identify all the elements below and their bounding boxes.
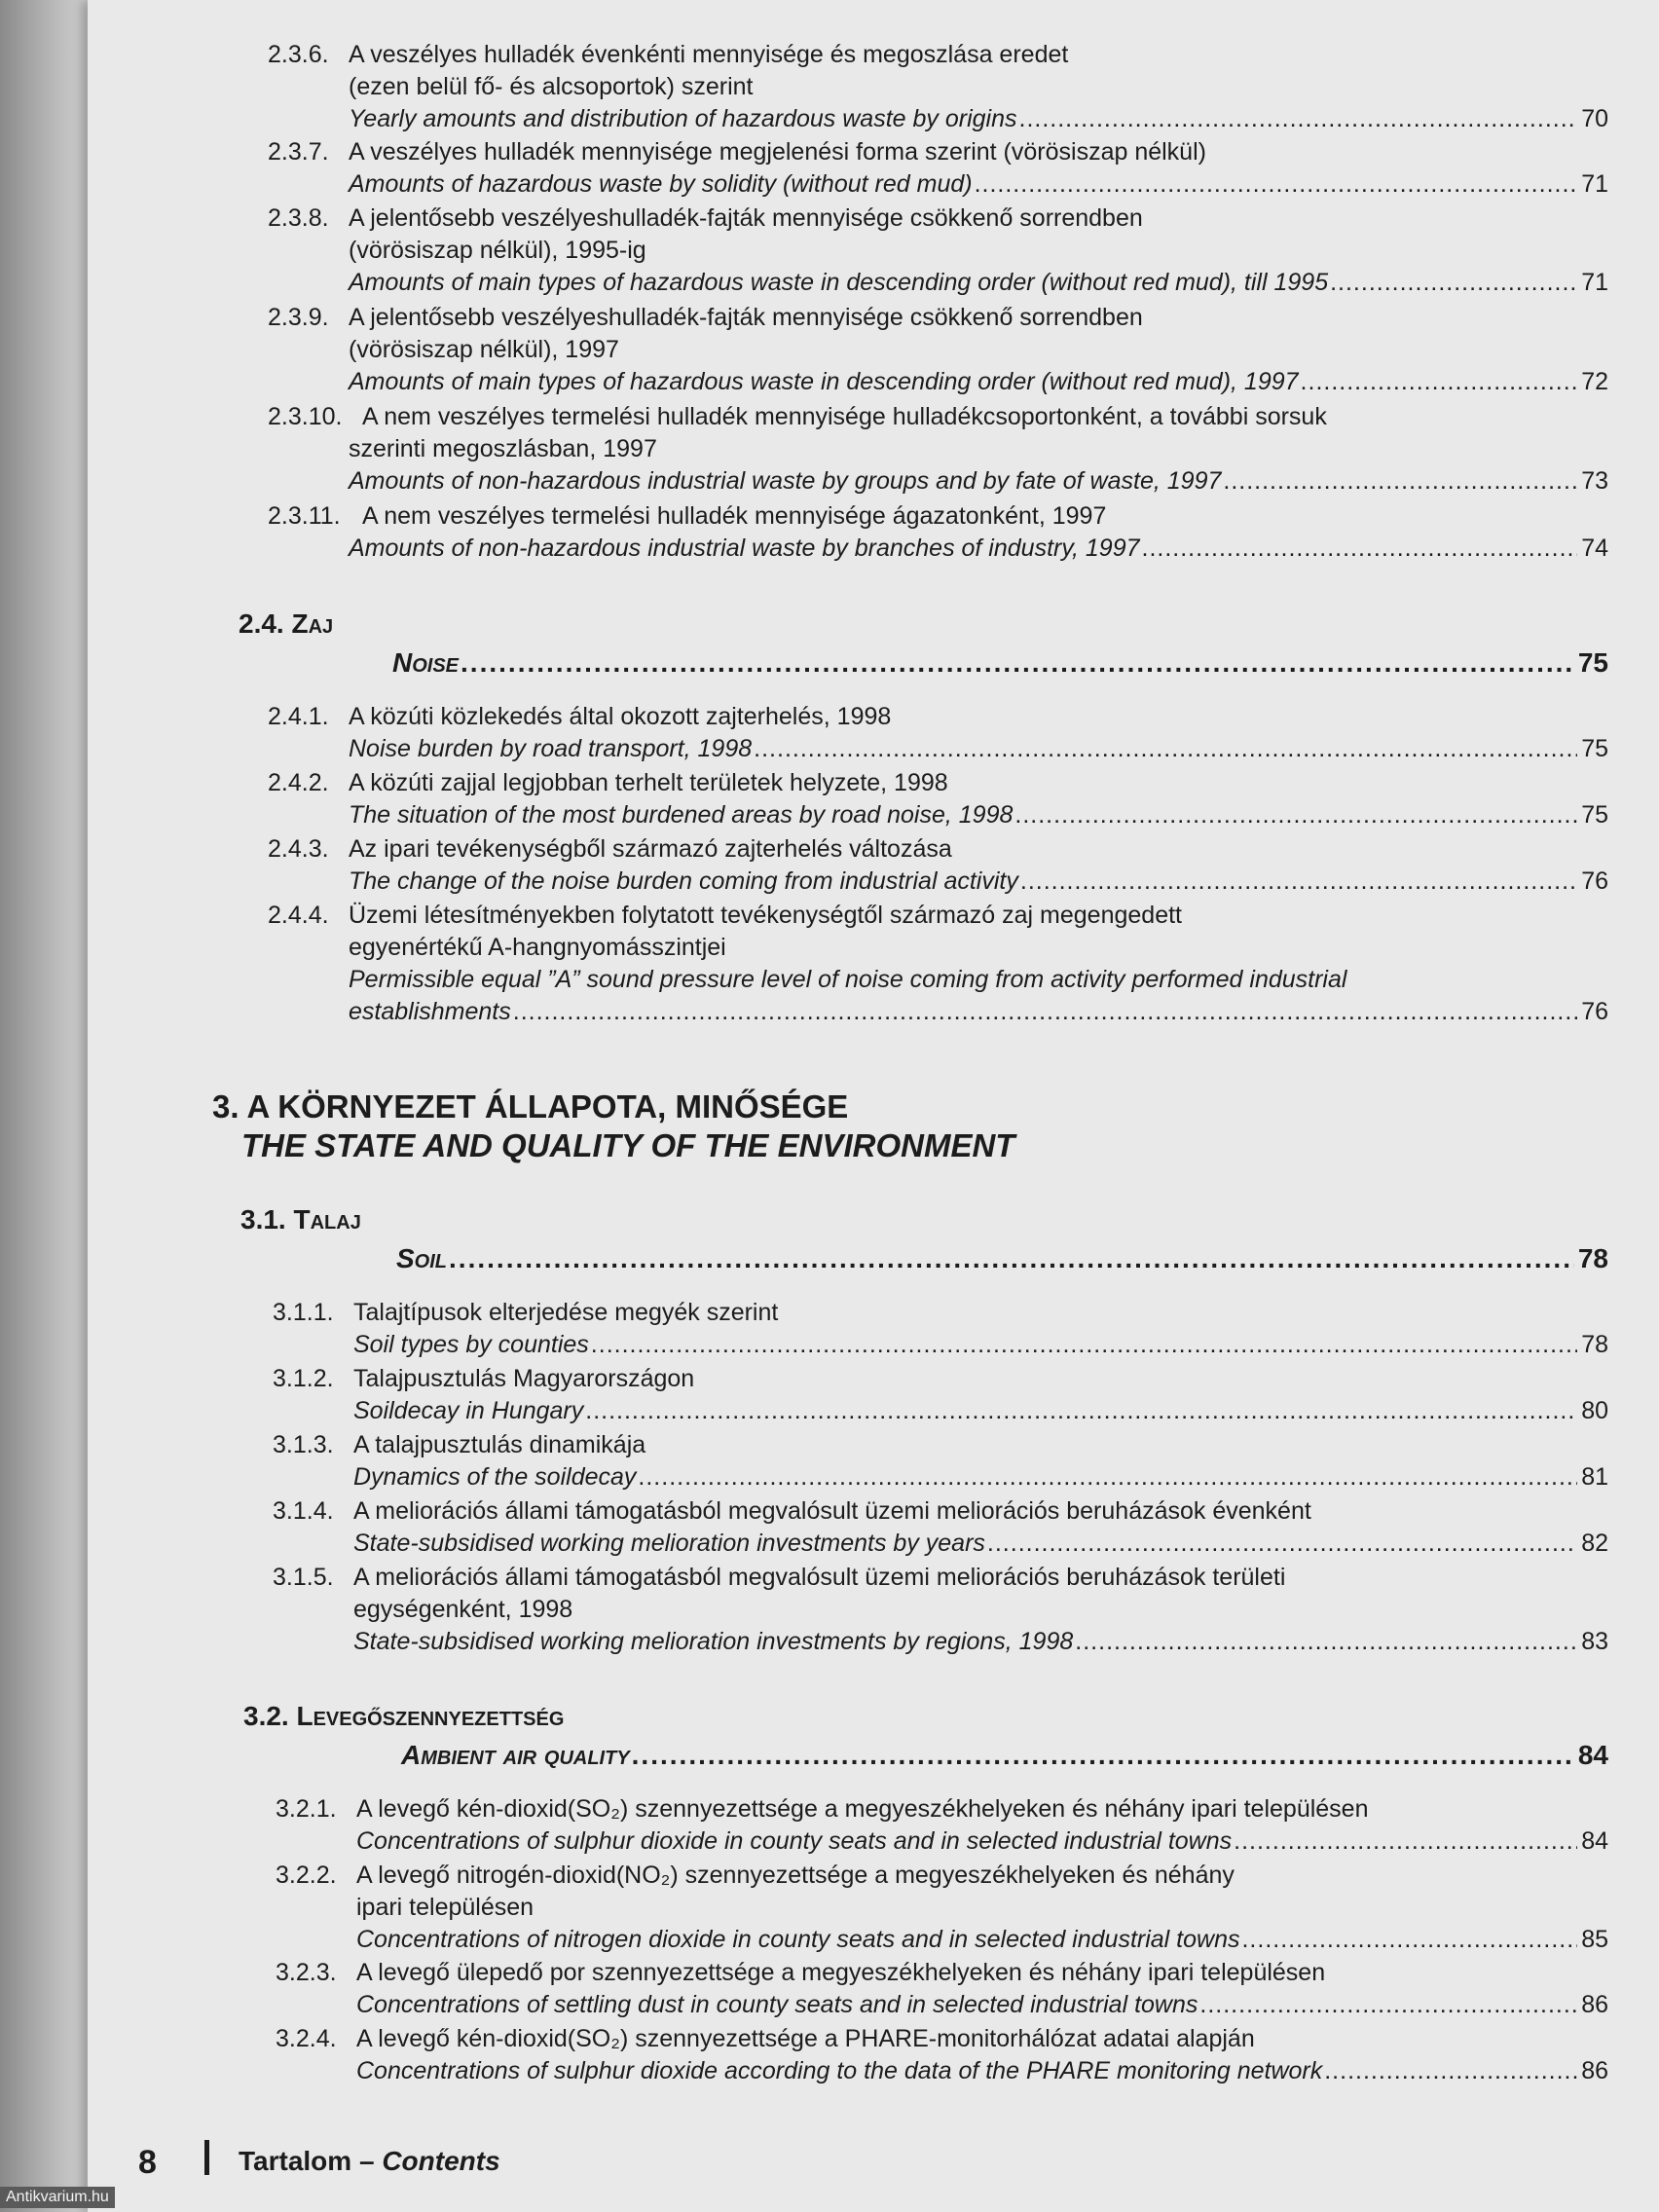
entry-title-en: State-subsidised working melioration investments by regions, 1998 (353, 1628, 1074, 1655)
section-page: 78 (1577, 1243, 1608, 1273)
entry-title-en: Concentrations of settling dust in county seats and in selected industrial towns (356, 1991, 1198, 2018)
entry-number: 2.3.6. (268, 41, 329, 68)
entry-title-en: Amounts of main types of hazardous waste in descending order (without red mud), till 1995 (349, 269, 1329, 296)
entry-leader (356, 1924, 1608, 1956)
entry-page: 75 (1581, 801, 1608, 829)
entry-leader (349, 267, 1608, 299)
entry-title-en: Concentrations of sulphur dioxide in county seats and in selected industrial towns (356, 1827, 1233, 1855)
entry-title-hu: A meliorációs állami támogatásból megvalósult üzemi meliorációs beruházások területi (353, 1564, 1286, 1591)
entry-title-en: Concentrations of nitrogen dioxide in county seats and in selected industrial towns (356, 1926, 1240, 1953)
chapter-heading-3[interactable] (212, 1088, 1014, 1165)
entry-title-en: Amounts of main types of hazardous waste in descending order (without red mud), 1997 (349, 368, 1299, 395)
entry-leader (356, 1989, 1608, 2021)
entry-title-en: Noise burden by road transport, 1998 (349, 735, 753, 762)
entry-title-en: Amounts of hazardous waste by solidity (without red mud) (349, 170, 973, 198)
entry-page: 78 (1581, 1331, 1608, 1358)
entry-title-en: Permissible equal ”A” sound pressure level of noise coming from activity performed industrial (349, 966, 1347, 993)
entry-number: 2.4.2. (268, 769, 329, 796)
chapter-title-en: THE STATE AND QUALITY OF THE ENVIRONMENT (241, 1127, 1015, 1163)
entry-number: 3.1.5. (273, 1564, 334, 1591)
entry-number: 3.2.4. (276, 2025, 337, 2052)
section-heading-2-4[interactable] (239, 608, 1608, 678)
entry-title-hu: (vörösiszap nélkül), 1995-ig (349, 237, 646, 264)
entry-number: 2.4.3. (268, 835, 329, 863)
section-number: 3.1. (240, 1204, 286, 1235)
entry-title-hu: A közúti zajjal legjobban terhelt területek helyzete, 1998 (349, 769, 948, 796)
entry-title-hu: ipari településen (356, 1894, 535, 1921)
entry-page: 75 (1581, 735, 1608, 762)
section-heading-3-1[interactable] (240, 1204, 1608, 1273)
entry-page: 71 (1581, 170, 1608, 198)
entry-leader (353, 1626, 1608, 1658)
section-title-hu: Levegőszennyezettség (296, 1701, 565, 1731)
entry-page: 86 (1581, 2057, 1608, 2084)
entry-page: 71 (1581, 269, 1608, 296)
entry-title-en: The situation of the most burdened areas by road noise, 1998 (349, 801, 1014, 829)
entry-title-en: Yearly amounts and distribution of hazardous waste by origins (349, 105, 1017, 132)
entry-leader (356, 1825, 1608, 1858)
entry-title-en: Dynamics of the soildecay (353, 1463, 637, 1491)
entry-page: 72 (1581, 368, 1608, 395)
entry-leader (349, 168, 1608, 201)
entry-title-en: Concentrations of sulphur dioxide according to the data of the PHARE monitoring network (356, 2057, 1323, 2084)
section-heading-3-2[interactable] (243, 1701, 1608, 1770)
entry-number: 2.4.4. (268, 902, 329, 929)
entry-leader (349, 103, 1608, 135)
entry-title-en: The change of the noise burden coming from industrial activity (349, 867, 1018, 895)
entry-leader (353, 1329, 1608, 1361)
entry-title-hu: A jelentősebb veszélyeshulladék-fajták mennyisége csökkenő sorrendben (349, 304, 1143, 331)
entry-title-hu: Talajpusztulás Magyarországon (353, 1365, 695, 1392)
entry-leader (349, 733, 1608, 765)
entry-leader (349, 996, 1608, 1028)
entry-title-hu: Az ipari tevékenységből származó zajterhelés változása (349, 835, 952, 863)
entry-title-hu: szerinti megoszlásban, 1997 (349, 435, 657, 462)
section-title-en: Soil (396, 1243, 448, 1273)
section-leader (401, 1740, 1608, 1771)
entry-number: 2.3.9. (268, 304, 329, 331)
entry-page: 74 (1581, 535, 1608, 562)
entry-title-hu: A közúti közlekedés által okozott zajterhelés, 1998 (349, 703, 892, 730)
entry-leader (356, 2055, 1608, 2087)
entry-page: 76 (1581, 998, 1608, 1025)
entry-page: 80 (1581, 1397, 1608, 1424)
entry-page: 70 (1581, 105, 1608, 132)
entry-number: 2.4.1. (268, 703, 329, 730)
entry-title-hu: A meliorációs állami támogatásból megvalósult üzemi meliorációs beruházások évenként (353, 1497, 1311, 1525)
section-title-hu: Talaj (293, 1204, 361, 1235)
entry-page: 84 (1581, 1827, 1608, 1855)
entry-title-hu: egyenértékű A-hangnyomásszintjei (349, 934, 726, 961)
section-page: 84 (1577, 1740, 1608, 1770)
entry-leader (349, 799, 1608, 831)
entry-title-en: Soil types by counties (353, 1331, 589, 1358)
toc-page (88, 0, 1659, 2212)
section-title-en: Noise (392, 647, 460, 678)
entry-number: 2.3.11. (268, 502, 341, 530)
entry-title-hu: A levegő ülepedő por szennyezettsége a megyeszékhelyeken és néhány ipari településen (356, 1959, 1326, 1986)
entry-title-en: Amounts of non-hazardous industrial waste by branches of industry, 1997 (349, 535, 1140, 562)
section-leader (396, 1243, 1608, 1274)
footer-running-title (239, 2146, 500, 2177)
entry-number: 2.3.7. (268, 138, 329, 166)
entry-title-hu: Talajtípusok elterjedése megyék szerint (353, 1299, 779, 1326)
entry-title-en: Amounts of non-hazardous industrial waste by groups and by fate of waste, 1997 (349, 467, 1222, 495)
entry-title-hu: Üzemi létesítményekben folytatott tevékenységtől származó zaj megengedett (349, 902, 1182, 929)
section-number: 2.4. (239, 608, 284, 639)
entry-page: 82 (1581, 1530, 1608, 1557)
entry-number: 3.1.4. (273, 1497, 334, 1525)
entry-title-en: Soildecay in Hungary (353, 1397, 584, 1424)
entry-title-hu: A levegő nitrogén-dioxid(NO₂) szennyezettsége a megyeszékhelyeken és néhány (356, 1862, 1235, 1889)
entry-number: 3.2.2. (276, 1862, 337, 1889)
entry-leader (353, 1395, 1608, 1427)
entry-title-hu: A levegő kén-dioxid(SO₂) szennyezettsége a PHARE-monitorhálózat adatai alapján (356, 2025, 1255, 2052)
entry-page: 83 (1581, 1628, 1608, 1655)
entry-title-hu: A nem veszélyes termelési hulladék mennyisége hulladékcsoportonként, a további sorsuk (362, 403, 1327, 430)
watermark: Antikvarium.hu (0, 2187, 115, 2208)
entry-title-hu: egységenként, 1998 (353, 1596, 573, 1623)
entry-number: 3.2.1. (276, 1795, 337, 1823)
footer-divider (204, 2140, 209, 2175)
section-leader (392, 647, 1608, 679)
section-title-en: Ambient air quality (401, 1740, 630, 1770)
footer-title-en: Contents (382, 2146, 500, 2176)
footer-title-sep: – (351, 2146, 383, 2176)
entry-title-hu: A veszélyes hulladék évenkénti mennyisége és megoszlása eredet (349, 41, 1069, 68)
footer-title-hu: Tartalom (239, 2146, 352, 2176)
entry-title-hu: (vörösiszap nélkül), 1997 (349, 336, 619, 363)
section-page: 75 (1577, 647, 1608, 678)
entry-title-hu: A veszélyes hulladék mennyisége megjelenési forma szerint (vörösiszap nélkül) (349, 138, 1206, 166)
entry-number: 3.1.3. (273, 1431, 334, 1458)
entry-title-en: State-subsidised working melioration investments by years (353, 1530, 985, 1557)
entry-title-hu: A talajpusztulás dinamikája (353, 1431, 646, 1458)
entry-leader (349, 866, 1608, 898)
section-number: 3.2. (243, 1701, 289, 1731)
entry-title-en: establishments (349, 998, 511, 1025)
footer-page-number: 8 (138, 2144, 157, 2181)
entry-leader (353, 1528, 1608, 1560)
entry-title-hu: (ezen belül fő- és alcsoportok) szerint (349, 73, 754, 100)
entry-number: 3.1.1. (273, 1299, 334, 1326)
entry-page: 73 (1581, 467, 1608, 495)
entry-number: 2.3.10. (268, 403, 343, 430)
entry-page: 81 (1581, 1463, 1608, 1491)
book-spine-shadow (0, 0, 88, 2212)
entry-number: 3.1.2. (273, 1365, 334, 1392)
entry-title-hu: A nem veszélyes termelési hulladék mennyisége ágazatonként, 1997 (362, 502, 1107, 530)
entry-number: 2.3.8. (268, 204, 329, 232)
section-title-hu: Zaj (291, 608, 334, 639)
entry-page: 76 (1581, 867, 1608, 895)
entry-page: 85 (1581, 1926, 1608, 1953)
entry-leader (353, 1461, 1608, 1493)
entry-title-hu: A levegő kén-dioxid(SO₂) szennyezettsége a megyeszékhelyeken és néhány ipari településen (356, 1795, 1369, 1823)
entry-page: 86 (1581, 1991, 1608, 2018)
entry-leader (349, 366, 1608, 398)
entry-leader (349, 533, 1608, 565)
entry-title-hu: A jelentősebb veszélyeshulladék-fajták mennyisége csökkenő sorrendben (349, 204, 1143, 232)
entry-number: 3.2.3. (276, 1959, 337, 1986)
entry-leader (349, 465, 1608, 498)
chapter-title-hu: 3. A KÖRNYEZET ÁLLAPOTA, MINŐSÉGE (212, 1088, 849, 1124)
